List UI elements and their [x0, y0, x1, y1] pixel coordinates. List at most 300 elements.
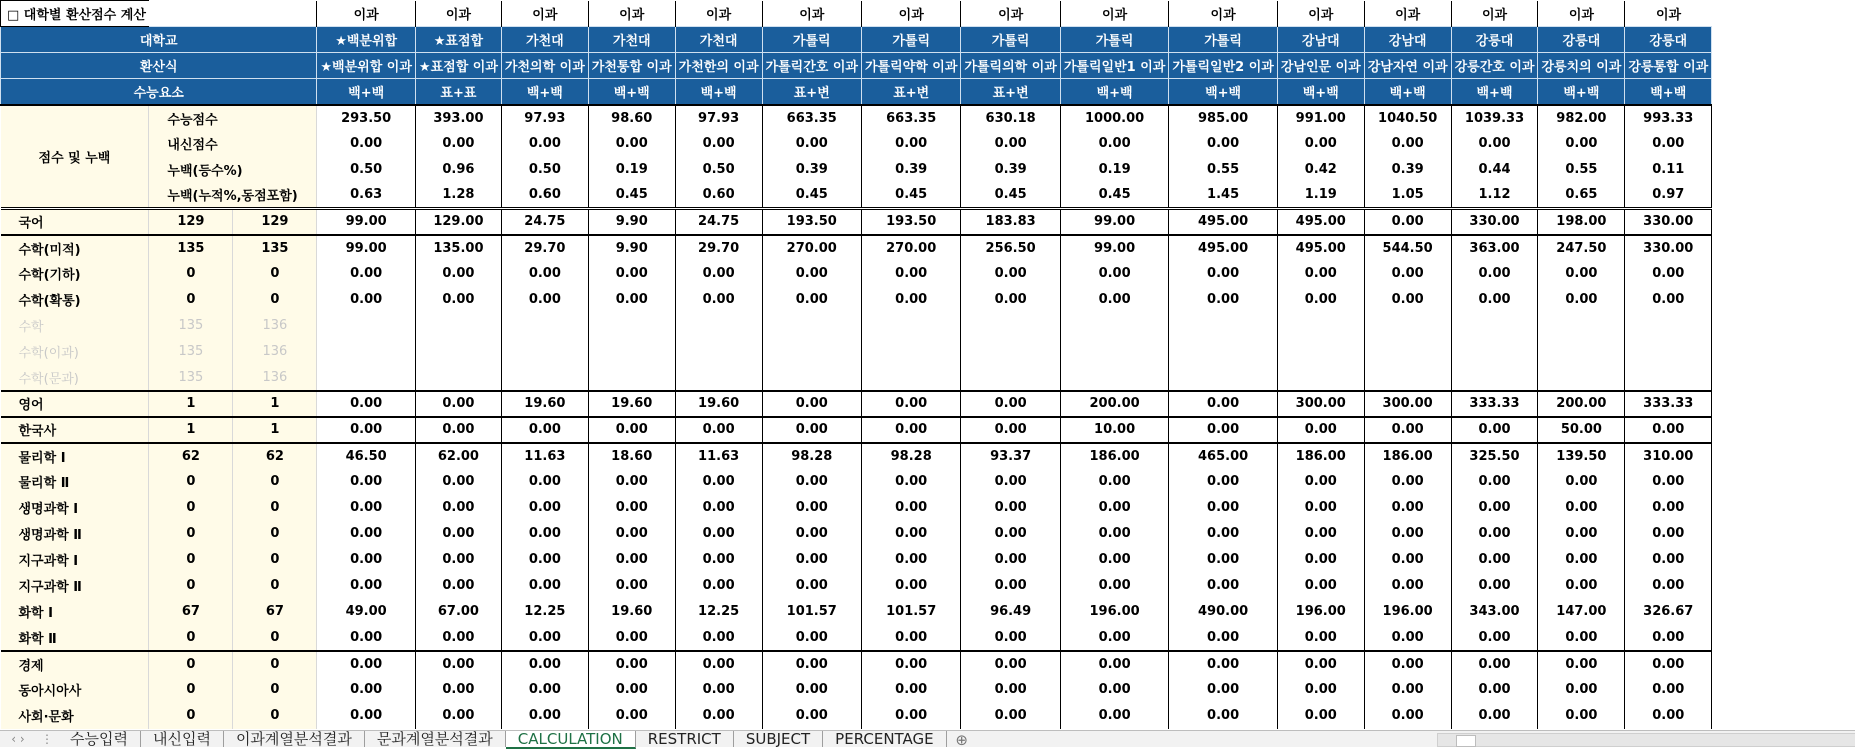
- formula-cell[interactable]: ★백분위합 이과: [317, 53, 416, 79]
- subject-score-c[interactable]: 0: [233, 651, 317, 677]
- score-value[interactable]: 0.00: [861, 131, 960, 157]
- subject-value[interactable]: 465.00: [1169, 443, 1277, 469]
- subject-value[interactable]: 0.00: [861, 625, 960, 651]
- subject-value[interactable]: 0.00: [961, 573, 1060, 599]
- formula-cell[interactable]: 강남인문 이과: [1277, 53, 1364, 79]
- subject-value[interactable]: 0.00: [762, 547, 861, 573]
- score-value[interactable]: 0.11: [1625, 157, 1712, 183]
- subject-value[interactable]: 0.00: [415, 287, 501, 313]
- prev-sheet-icon[interactable]: ‹: [11, 732, 17, 746]
- university-cell[interactable]: ★표점합: [415, 27, 501, 53]
- subject-value[interactable]: 0.00: [1169, 261, 1277, 287]
- subject-label[interactable]: 경제: [1, 651, 149, 677]
- subject-value[interactable]: 98.28: [861, 443, 960, 469]
- track-cell[interactable]: 이과: [1538, 1, 1625, 27]
- add-sheet-icon[interactable]: ⊕: [955, 731, 968, 749]
- elements-cell[interactable]: 백+백: [317, 79, 416, 105]
- subject-value[interactable]: 9.90: [588, 235, 675, 261]
- score-value[interactable]: 0.00: [1625, 131, 1712, 157]
- score-value[interactable]: 0.50: [675, 157, 762, 183]
- subject-value[interactable]: 310.00: [1625, 443, 1712, 469]
- subject-value[interactable]: 0.00: [1538, 261, 1625, 287]
- score-value[interactable]: 663.35: [861, 105, 960, 131]
- score-value[interactable]: 1039.33: [1451, 105, 1538, 131]
- subject-value[interactable]: 0.00: [762, 573, 861, 599]
- subject-value[interactable]: 0.00: [588, 495, 675, 521]
- subject-value[interactable]: [675, 339, 762, 365]
- university-cell[interactable]: 강릉대: [1625, 27, 1712, 53]
- subject-value[interactable]: 0.00: [588, 521, 675, 547]
- subject-value[interactable]: 325.50: [1451, 443, 1538, 469]
- horizontal-scrollbar[interactable]: [1437, 733, 1855, 747]
- subject-value[interactable]: 0.00: [675, 703, 762, 729]
- subject-value[interactable]: 0.00: [1451, 495, 1538, 521]
- subject-value[interactable]: 0.00: [1451, 287, 1538, 313]
- elements-cell[interactable]: 표+변: [861, 79, 960, 105]
- score-value[interactable]: 393.00: [415, 105, 501, 131]
- score-value[interactable]: 0.45: [762, 183, 861, 209]
- subject-value[interactable]: 101.57: [762, 599, 861, 625]
- score-value[interactable]: 0.96: [415, 157, 501, 183]
- subject-value[interactable]: 0.00: [961, 287, 1060, 313]
- subject-value[interactable]: 0.00: [415, 703, 501, 729]
- score-value[interactable]: 1.19: [1277, 183, 1364, 209]
- subject-value[interactable]: [961, 339, 1060, 365]
- subject-value[interactable]: 0.00: [961, 469, 1060, 495]
- score-value[interactable]: 0.00: [961, 131, 1060, 157]
- subject-value[interactable]: 0.00: [961, 547, 1060, 573]
- score-value[interactable]: 0.00: [1451, 131, 1538, 157]
- subject-value[interactable]: 193.50: [762, 209, 861, 235]
- subject-score-b[interactable]: 129: [149, 209, 233, 235]
- sheet-tab[interactable]: CALCULATION: [506, 731, 636, 749]
- elements-cell[interactable]: 백+백: [1364, 79, 1451, 105]
- subject-value[interactable]: 29.70: [501, 235, 588, 261]
- subject-value[interactable]: 0.00: [1060, 677, 1168, 703]
- subject-value[interactable]: 0.00: [1060, 625, 1168, 651]
- subject-value[interactable]: 0.00: [861, 469, 960, 495]
- subject-value[interactable]: 270.00: [762, 235, 861, 261]
- subject-score-b[interactable]: 0: [149, 677, 233, 703]
- subject-value[interactable]: 0.00: [1451, 625, 1538, 651]
- subject-value[interactable]: 0.00: [1364, 703, 1451, 729]
- subject-value[interactable]: [762, 339, 861, 365]
- subject-value[interactable]: 0.00: [1625, 677, 1712, 703]
- subject-value[interactable]: 0.00: [1277, 547, 1364, 573]
- elements-cell[interactable]: 백+백: [675, 79, 762, 105]
- score-value[interactable]: 0.45: [961, 183, 1060, 209]
- subject-value[interactable]: 0.00: [1451, 677, 1538, 703]
- university-cell[interactable]: 가톨릭: [1060, 27, 1168, 53]
- track-cell[interactable]: 이과: [588, 1, 675, 27]
- subject-value[interactable]: 0.00: [675, 547, 762, 573]
- formula-cell[interactable]: 가톨릭의학 이과: [961, 53, 1060, 79]
- subject-label[interactable]: 물리학 Ⅱ: [1, 469, 149, 495]
- subject-value[interactable]: 333.33: [1451, 391, 1538, 417]
- subject-value[interactable]: 0.00: [317, 651, 416, 677]
- subject-value[interactable]: 0.00: [1060, 469, 1168, 495]
- score-value[interactable]: 0.60: [675, 183, 762, 209]
- subject-value[interactable]: [415, 313, 501, 339]
- subject-label[interactable]: 수학(미적): [1, 235, 149, 261]
- sheet-tab[interactable]: 수능입력: [58, 731, 141, 747]
- score-label[interactable]: 누백(등수%): [149, 157, 317, 183]
- subject-value[interactable]: 46.50: [317, 443, 416, 469]
- subject-score-c[interactable]: 0: [233, 287, 317, 313]
- subject-value[interactable]: 0.00: [861, 495, 960, 521]
- subject-label[interactable]: 생명과학 Ⅰ: [1, 495, 149, 521]
- university-cell[interactable]: ★백분위합: [317, 27, 416, 53]
- subject-value[interactable]: 67.00: [415, 599, 501, 625]
- subject-value[interactable]: 0.00: [1060, 651, 1168, 677]
- score-value[interactable]: 0.00: [1277, 131, 1364, 157]
- formula-cell[interactable]: 강릉치의 이과: [1538, 53, 1625, 79]
- subject-score-c[interactable]: 136: [233, 313, 317, 339]
- subject-value[interactable]: 198.00: [1538, 209, 1625, 235]
- subject-value[interactable]: 0.00: [861, 651, 960, 677]
- subject-value[interactable]: 0.00: [1169, 469, 1277, 495]
- subject-value[interactable]: 0.00: [762, 495, 861, 521]
- subject-label[interactable]: 국어: [1, 209, 149, 235]
- formula-cell[interactable]: 가천한의 이과: [675, 53, 762, 79]
- subject-value[interactable]: 0.00: [675, 261, 762, 287]
- subject-value[interactable]: 0.00: [501, 625, 588, 651]
- subject-value[interactable]: [762, 313, 861, 339]
- subject-value[interactable]: 0.00: [1538, 573, 1625, 599]
- subject-value[interactable]: 0.00: [317, 391, 416, 417]
- score-value[interactable]: 1040.50: [1364, 105, 1451, 131]
- subject-value[interactable]: 0.00: [1277, 677, 1364, 703]
- score-value[interactable]: 0.50: [501, 157, 588, 183]
- subject-score-b[interactable]: 0: [149, 261, 233, 287]
- subject-value[interactable]: 139.50: [1538, 443, 1625, 469]
- subject-value[interactable]: 0.00: [1169, 625, 1277, 651]
- score-label[interactable]: 수능점수: [149, 105, 317, 131]
- subject-value[interactable]: 0.00: [861, 521, 960, 547]
- score-value[interactable]: 0.00: [1169, 131, 1277, 157]
- subject-score-c[interactable]: 67: [233, 599, 317, 625]
- score-value[interactable]: 0.60: [501, 183, 588, 209]
- subject-value[interactable]: 0.00: [1364, 469, 1451, 495]
- subject-score-c[interactable]: 0: [233, 625, 317, 651]
- sheet-tab[interactable]: RESTRICT: [636, 731, 734, 747]
- subject-value[interactable]: [501, 339, 588, 365]
- subject-value[interactable]: 0.00: [961, 391, 1060, 417]
- subject-value[interactable]: 0.00: [762, 469, 861, 495]
- subject-value[interactable]: 193.50: [861, 209, 960, 235]
- subject-value[interactable]: 0.00: [1277, 625, 1364, 651]
- subject-value[interactable]: 0.00: [317, 495, 416, 521]
- subject-value[interactable]: 186.00: [1060, 443, 1168, 469]
- subject-value[interactable]: 0.00: [1538, 651, 1625, 677]
- sheet-tab[interactable]: 이과계열분석결과: [224, 731, 365, 747]
- subject-value[interactable]: 0.00: [961, 521, 1060, 547]
- subject-value[interactable]: 0.00: [1060, 521, 1168, 547]
- subject-value[interactable]: 0.00: [1169, 287, 1277, 313]
- subject-value[interactable]: 0.00: [1060, 573, 1168, 599]
- subject-value[interactable]: 0.00: [1625, 521, 1712, 547]
- subject-value[interactable]: 0.00: [1451, 703, 1538, 729]
- subject-value[interactable]: 0.00: [501, 547, 588, 573]
- more-sheets-icon[interactable]: ⋮: [41, 732, 53, 746]
- subject-value[interactable]: 0.00: [1538, 625, 1625, 651]
- scrollbar-thumb[interactable]: [1456, 735, 1476, 747]
- subject-value[interactable]: 333.33: [1625, 391, 1712, 417]
- subject-value[interactable]: 0.00: [1625, 573, 1712, 599]
- subject-value[interactable]: 0.00: [1625, 261, 1712, 287]
- score-value[interactable]: 0.63: [317, 183, 416, 209]
- subject-value[interactable]: 0.00: [1060, 703, 1168, 729]
- subject-value[interactable]: 0.00: [961, 625, 1060, 651]
- formula-cell[interactable]: ★표점합 이과: [415, 53, 501, 79]
- subject-value[interactable]: 343.00: [1451, 599, 1538, 625]
- subject-value[interactable]: [1169, 313, 1277, 339]
- subject-value[interactable]: 0.00: [675, 495, 762, 521]
- subject-value[interactable]: 0.00: [1169, 573, 1277, 599]
- subject-value[interactable]: 0.00: [588, 469, 675, 495]
- subject-value[interactable]: 0.00: [1277, 651, 1364, 677]
- subject-score-b[interactable]: 0: [149, 625, 233, 651]
- university-cell[interactable]: 가천대: [675, 27, 762, 53]
- subject-value[interactable]: [588, 365, 675, 391]
- elements-cell[interactable]: 백+백: [501, 79, 588, 105]
- subject-value[interactable]: 101.57: [861, 599, 960, 625]
- subject-value[interactable]: 247.50: [1538, 235, 1625, 261]
- subject-value[interactable]: 0.00: [1451, 261, 1538, 287]
- subject-value[interactable]: 0.00: [1625, 703, 1712, 729]
- subject-value[interactable]: 0.00: [1277, 495, 1364, 521]
- subject-value[interactable]: 0.00: [1060, 495, 1168, 521]
- subject-score-c[interactable]: 1: [233, 417, 317, 443]
- subject-value[interactable]: 0.00: [1169, 651, 1277, 677]
- subject-value[interactable]: 326.67: [1625, 599, 1712, 625]
- subject-value[interactable]: 0.00: [588, 261, 675, 287]
- subject-value[interactable]: 135.00: [415, 235, 501, 261]
- subject-value[interactable]: 0.00: [1625, 495, 1712, 521]
- subject-label[interactable]: 동아시아사: [1, 677, 149, 703]
- subject-value[interactable]: [1538, 339, 1625, 365]
- subject-value[interactable]: 99.00: [1060, 235, 1168, 261]
- university-cell[interactable]: 가톨릭: [1169, 27, 1277, 53]
- university-cell[interactable]: 강남대: [1277, 27, 1364, 53]
- subject-value[interactable]: 0.00: [1364, 287, 1451, 313]
- subject-value[interactable]: 0.00: [317, 547, 416, 573]
- subject-value[interactable]: 0.00: [675, 287, 762, 313]
- subject-value[interactable]: 0.00: [1538, 469, 1625, 495]
- subject-value[interactable]: [961, 365, 1060, 391]
- track-cell[interactable]: 이과: [1277, 1, 1364, 27]
- elements-cell[interactable]: 백+백: [1451, 79, 1538, 105]
- subject-value[interactable]: 49.00: [317, 599, 416, 625]
- score-value[interactable]: 98.60: [588, 105, 675, 131]
- subject-value[interactable]: 0.00: [1625, 417, 1712, 443]
- subject-label[interactable]: 물리학 Ⅰ: [1, 443, 149, 469]
- sheet-tab[interactable]: SUBJECT: [734, 731, 823, 747]
- elements-row-label[interactable]: 수능요소: [1, 79, 317, 105]
- subject-value[interactable]: [1451, 313, 1538, 339]
- formula-cell[interactable]: 강남자연 이과: [1364, 53, 1451, 79]
- subject-label[interactable]: 수학: [1, 313, 149, 339]
- score-value[interactable]: 0.00: [762, 131, 861, 157]
- subject-value[interactable]: 19.60: [501, 391, 588, 417]
- subject-value[interactable]: 0.00: [415, 521, 501, 547]
- subject-value[interactable]: 0.00: [1538, 495, 1625, 521]
- subject-value[interactable]: 0.00: [1451, 469, 1538, 495]
- subject-value[interactable]: 0.00: [588, 547, 675, 573]
- subject-value[interactable]: 0.00: [1169, 521, 1277, 547]
- subject-value[interactable]: 0.00: [1451, 547, 1538, 573]
- subject-value[interactable]: 330.00: [1451, 209, 1538, 235]
- subject-value[interactable]: [1625, 313, 1712, 339]
- subject-value[interactable]: 0.00: [317, 261, 416, 287]
- subject-value[interactable]: 0.00: [1364, 573, 1451, 599]
- score-value[interactable]: 0.39: [961, 157, 1060, 183]
- score-value[interactable]: 0.45: [1060, 183, 1168, 209]
- subject-value[interactable]: 0.00: [861, 573, 960, 599]
- elements-cell[interactable]: 백+백: [1625, 79, 1712, 105]
- score-value[interactable]: 0.42: [1277, 157, 1364, 183]
- subject-value[interactable]: 0.00: [501, 495, 588, 521]
- score-value[interactable]: 1.28: [415, 183, 501, 209]
- score-value[interactable]: 0.45: [588, 183, 675, 209]
- subject-value[interactable]: 0.00: [675, 521, 762, 547]
- formula-cell[interactable]: 가천통합 이과: [588, 53, 675, 79]
- formula-cell[interactable]: 강릉통합 이과: [1625, 53, 1712, 79]
- subject-value[interactable]: [1364, 339, 1451, 365]
- score-value[interactable]: 0.00: [675, 131, 762, 157]
- subject-score-c[interactable]: 135: [233, 235, 317, 261]
- subject-label[interactable]: 수학(문과): [1, 365, 149, 391]
- score-value[interactable]: 0.97: [1625, 183, 1712, 209]
- subject-value[interactable]: 0.00: [675, 625, 762, 651]
- subject-value[interactable]: [1625, 339, 1712, 365]
- subject-value[interactable]: 0.00: [1169, 417, 1277, 443]
- subject-score-b[interactable]: 0: [149, 469, 233, 495]
- subject-value[interactable]: 0.00: [1277, 261, 1364, 287]
- subject-value[interactable]: 330.00: [1625, 235, 1712, 261]
- subject-value[interactable]: 0.00: [762, 391, 861, 417]
- subject-value[interactable]: 0.00: [588, 573, 675, 599]
- score-value[interactable]: 0.00: [317, 131, 416, 157]
- subject-value[interactable]: 186.00: [1277, 443, 1364, 469]
- subject-value[interactable]: [415, 339, 501, 365]
- elements-cell[interactable]: 백+백: [1169, 79, 1277, 105]
- subject-value[interactable]: 29.70: [675, 235, 762, 261]
- subject-value[interactable]: 9.90: [588, 209, 675, 235]
- subject-value[interactable]: 270.00: [861, 235, 960, 261]
- subject-value[interactable]: 0.00: [1538, 703, 1625, 729]
- subject-value[interactable]: 0.00: [961, 703, 1060, 729]
- subject-value[interactable]: 0.00: [1451, 651, 1538, 677]
- track-cell[interactable]: 이과: [317, 1, 416, 27]
- score-value[interactable]: 663.35: [762, 105, 861, 131]
- subject-value[interactable]: 0.00: [1364, 521, 1451, 547]
- subject-value[interactable]: 129.00: [415, 209, 501, 235]
- subject-value[interactable]: [501, 313, 588, 339]
- subject-value[interactable]: 0.00: [588, 417, 675, 443]
- subject-value[interactable]: 0.00: [317, 417, 416, 443]
- subject-score-c[interactable]: 0: [233, 573, 317, 599]
- subject-value[interactable]: 0.00: [762, 417, 861, 443]
- subject-value[interactable]: 0.00: [1364, 677, 1451, 703]
- score-value[interactable]: 0.00: [501, 131, 588, 157]
- subject-value[interactable]: 0.00: [588, 287, 675, 313]
- subject-value[interactable]: [1538, 365, 1625, 391]
- subject-value[interactable]: 11.63: [675, 443, 762, 469]
- subject-value[interactable]: 256.50: [961, 235, 1060, 261]
- subject-score-c[interactable]: 0: [233, 521, 317, 547]
- subject-value[interactable]: 0.00: [675, 573, 762, 599]
- subject-value[interactable]: [1364, 313, 1451, 339]
- score-value[interactable]: 0.00: [588, 131, 675, 157]
- subject-value[interactable]: 490.00: [1169, 599, 1277, 625]
- subject-value[interactable]: 0.00: [415, 625, 501, 651]
- elements-cell[interactable]: 백+백: [588, 79, 675, 105]
- subject-value[interactable]: [1451, 365, 1538, 391]
- subject-score-b[interactable]: 1: [149, 417, 233, 443]
- subject-value[interactable]: 0.00: [1364, 547, 1451, 573]
- subject-score-b[interactable]: 62: [149, 443, 233, 469]
- subject-value[interactable]: 0.00: [415, 547, 501, 573]
- subject-value[interactable]: 0.00: [762, 625, 861, 651]
- university-cell[interactable]: 가천대: [588, 27, 675, 53]
- formula-row-label[interactable]: 환산식: [1, 53, 317, 79]
- score-value[interactable]: 991.00: [1277, 105, 1364, 131]
- subject-value[interactable]: 0.00: [501, 573, 588, 599]
- subject-value[interactable]: 0.00: [1364, 261, 1451, 287]
- university-cell[interactable]: 강릉대: [1538, 27, 1625, 53]
- score-value[interactable]: 0.19: [588, 157, 675, 183]
- subject-value[interactable]: 0.00: [861, 547, 960, 573]
- subject-value[interactable]: 0.00: [675, 677, 762, 703]
- subject-value[interactable]: 0.00: [1364, 495, 1451, 521]
- subject-value[interactable]: 99.00: [1060, 209, 1168, 235]
- subject-value[interactable]: 12.25: [675, 599, 762, 625]
- track-cell[interactable]: 이과: [1451, 1, 1538, 27]
- subject-value[interactable]: 0.00: [961, 651, 1060, 677]
- subject-value[interactable]: 0.00: [1625, 651, 1712, 677]
- sheet-tab[interactable]: 내신입력: [141, 731, 224, 747]
- subject-value[interactable]: 0.00: [415, 261, 501, 287]
- subject-score-c[interactable]: 136: [233, 339, 317, 365]
- score-value[interactable]: 0.00: [1364, 131, 1451, 157]
- subject-value[interactable]: 147.00: [1538, 599, 1625, 625]
- elements-cell[interactable]: 백+백: [1277, 79, 1364, 105]
- score-value[interactable]: 0.44: [1451, 157, 1538, 183]
- subject-score-b[interactable]: 0: [149, 547, 233, 573]
- track-cell[interactable]: 이과: [675, 1, 762, 27]
- subject-value[interactable]: 0.00: [762, 703, 861, 729]
- score-value[interactable]: 97.93: [501, 105, 588, 131]
- score-value[interactable]: 993.33: [1625, 105, 1712, 131]
- subject-value[interactable]: 0.00: [415, 677, 501, 703]
- subject-value[interactable]: 0.00: [1625, 547, 1712, 573]
- subject-value[interactable]: 196.00: [1060, 599, 1168, 625]
- subject-value[interactable]: 0.00: [1364, 651, 1451, 677]
- subject-value[interactable]: 0.00: [1277, 573, 1364, 599]
- subject-value[interactable]: 93.37: [961, 443, 1060, 469]
- subject-value[interactable]: [588, 339, 675, 365]
- subject-value[interactable]: 0.00: [415, 391, 501, 417]
- subject-value[interactable]: 50.00: [1538, 417, 1625, 443]
- subject-score-b[interactable]: 135: [149, 235, 233, 261]
- subject-value[interactable]: [588, 313, 675, 339]
- subject-value[interactable]: 0.00: [317, 287, 416, 313]
- subject-score-c[interactable]: 129: [233, 209, 317, 235]
- subject-value[interactable]: [1277, 313, 1364, 339]
- subject-score-b[interactable]: 0: [149, 287, 233, 313]
- subject-value[interactable]: 0.00: [1169, 547, 1277, 573]
